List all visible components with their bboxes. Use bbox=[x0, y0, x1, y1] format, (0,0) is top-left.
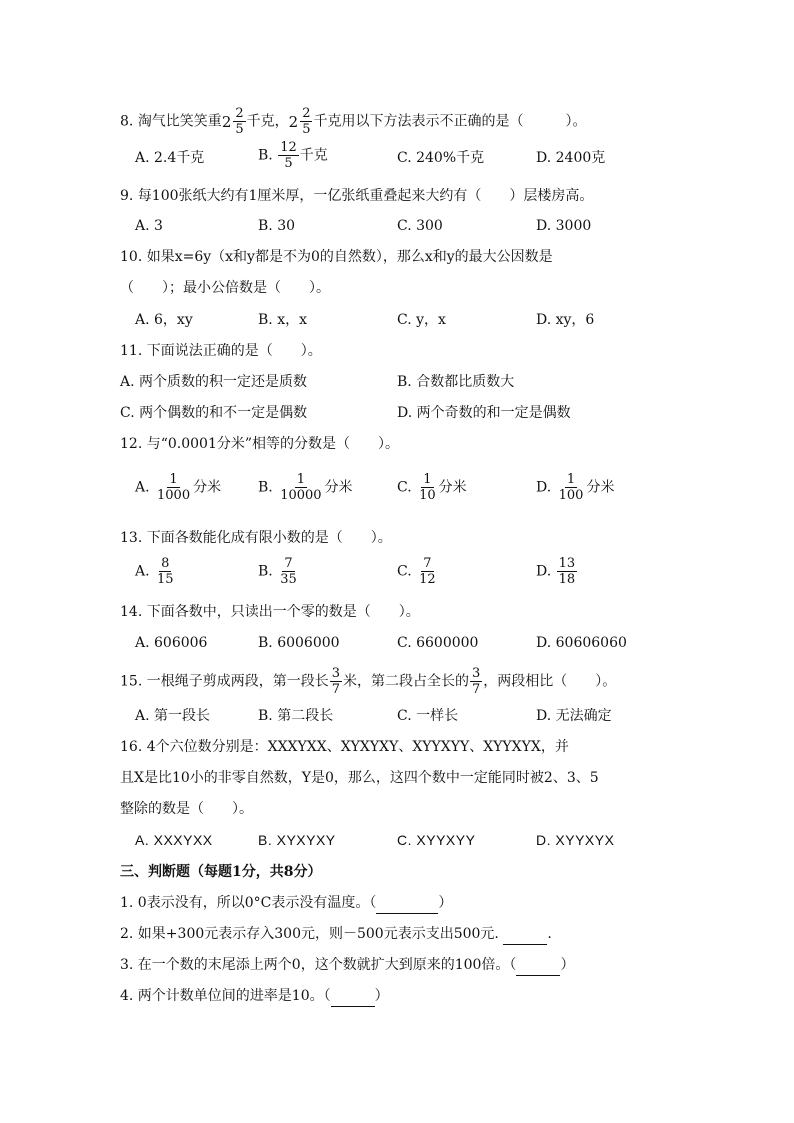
option-c[interactable]: C. y，x bbox=[397, 312, 446, 328]
question-14: 14. 下面各数中，只读出一个零的数是（ ）。 bbox=[120, 604, 420, 620]
option-d[interactable]: D. xy，6 bbox=[536, 312, 595, 328]
option-a[interactable]: A. 3 bbox=[135, 218, 163, 234]
question-16-line-2: 且X是比10小的非零自然数，Y是0，那么，这四个数中一定能同时被2、3、5 bbox=[120, 770, 599, 786]
option-a[interactable]: A. $\frac{8}{15}$ bbox=[135, 556, 174, 587]
option-c[interactable]: C. 300 bbox=[397, 218, 443, 234]
option-b[interactable]: B. $\frac{1}{10000}$ 分米 bbox=[258, 472, 353, 503]
fraction: $\frac{3}{7}$ bbox=[472, 666, 481, 697]
option-a[interactable]: A. 第一段长 bbox=[135, 708, 211, 724]
option-d[interactable]: D. 两个奇数的和一定是偶数 bbox=[397, 405, 571, 421]
question-16-line-1: 16. 4个六位数分别是：XXXYXX、XYXYXY、XYYXYY、XYYXYX，并 bbox=[120, 739, 569, 755]
option-c[interactable]: C. 一样长 bbox=[397, 708, 459, 724]
question-8-text-3: 千克用以下方法表示不正确的是（ ）。 bbox=[313, 113, 587, 130]
question-8-text-1b: 淘气比笑笑重 bbox=[137, 113, 222, 130]
option-a[interactable]: A. XXXYXX bbox=[135, 832, 213, 848]
question-12: 12. 与“0.0001分米”相等的分数是（ ）。 bbox=[120, 436, 400, 452]
judge-item-3: 3. 在一个数的末尾添上两个0，这个数就扩大到原来的100倍。（ ） bbox=[120, 955, 574, 976]
judge-item-1: 1. 0表示没有，所以0°C表示没有温度。（ ） bbox=[120, 893, 452, 914]
question-10-line-2: （ ）；最小公倍数是（ ）。 bbox=[120, 280, 330, 296]
option-d[interactable]: D. 无法确定 bbox=[536, 708, 612, 724]
option-a[interactable]: A. 2.4千克 bbox=[135, 150, 205, 166]
fraction: $\frac{3}{7}$ bbox=[331, 666, 340, 697]
answer-blank[interactable] bbox=[516, 955, 560, 976]
judge-item-2: 2. 如果+300元表示存入300元，则－500元表示支出500元. . bbox=[120, 924, 552, 945]
option-a[interactable]: A. 606006 bbox=[135, 635, 208, 651]
answer-blank[interactable] bbox=[331, 986, 375, 1007]
option-d[interactable]: D. XYYXYX bbox=[536, 832, 615, 848]
answer-blank[interactable] bbox=[376, 893, 438, 914]
mixed-number: 2 2 5 bbox=[288, 106, 311, 137]
option-b[interactable]: B. $\frac{7}{35}$ bbox=[258, 556, 297, 587]
option-c[interactable]: C. 两个偶数的和不一定是偶数 bbox=[120, 405, 308, 421]
option-a[interactable]: A. 两个质数的积一定还是质数 bbox=[120, 374, 308, 390]
question-10-line-1: 10. 如果x=6y（x和y都是不为0的自然数），那么x和y的最大公因数是 bbox=[120, 249, 553, 265]
question-11: 11. 下面说法正确的是（ ）。 bbox=[120, 343, 322, 359]
option-c[interactable]: C. 240%千克 bbox=[397, 150, 485, 166]
option-c[interactable]: C. 6600000 bbox=[397, 635, 479, 651]
option-d[interactable]: D. 2400克 bbox=[536, 150, 606, 166]
question-16-line-3: 整除的数是（ ）。 bbox=[120, 801, 253, 817]
option-b[interactable]: B. $\frac{12}{5}$ 千克 bbox=[258, 140, 328, 171]
question-15: 15. 一根绳子剪成两段，第一段长 $\frac{3}{7}$ 米，第二段占全长的 $\frac{3}{7}$ ，两段相比（ ）。 bbox=[120, 666, 617, 697]
option-b[interactable]: B. 合数都比质数大 bbox=[397, 374, 515, 390]
option-c[interactable]: C. $\frac{7}{12}$ bbox=[397, 556, 436, 587]
option-b[interactable]: B. x，x bbox=[258, 312, 307, 328]
option-d[interactable]: D. 60606060 bbox=[536, 635, 627, 651]
question-8-text-2: 千克， bbox=[246, 113, 289, 130]
option-b[interactable]: B. 6006000 bbox=[258, 635, 340, 651]
option-a[interactable]: A. 6，xy bbox=[135, 312, 193, 328]
option-d[interactable]: D. $\frac{1}{100}$ 分米 bbox=[536, 472, 615, 503]
question-8 bbox=[120, 106, 586, 137]
option-d[interactable]: D. 3000 bbox=[536, 218, 592, 234]
question-13: 13. 下面各数能化成有限小数的是（ ）。 bbox=[120, 530, 392, 546]
option-c[interactable]: C. $\frac{1}{10}$ 分米 bbox=[397, 472, 467, 503]
section-title: 三、判断题（每题1分，共8分） bbox=[120, 864, 322, 880]
option-b[interactable]: B. 30 bbox=[258, 218, 296, 234]
option-c[interactable]: C. XYYXYY bbox=[397, 832, 476, 848]
option-b[interactable]: B. XYXYXY bbox=[258, 832, 336, 848]
answer-blank[interactable] bbox=[503, 924, 547, 945]
mixed-number: 2 2 5 bbox=[221, 106, 244, 137]
question-9: 9. 每100张纸大约有1厘米厚，一亿张纸重叠起来大约有（ ）层楼房高。 bbox=[120, 188, 594, 204]
question-8-text-1: 8. bbox=[120, 113, 134, 130]
option-d[interactable]: D. $\frac{13}{18}$ bbox=[536, 556, 576, 587]
option-b[interactable]: B. 第二段长 bbox=[258, 708, 334, 724]
option-a[interactable]: A. $\frac{1}{1000}$ 分米 bbox=[135, 472, 222, 503]
judge-item-4: 4. 两个计数单位间的进率是10。（ ） bbox=[120, 986, 389, 1007]
